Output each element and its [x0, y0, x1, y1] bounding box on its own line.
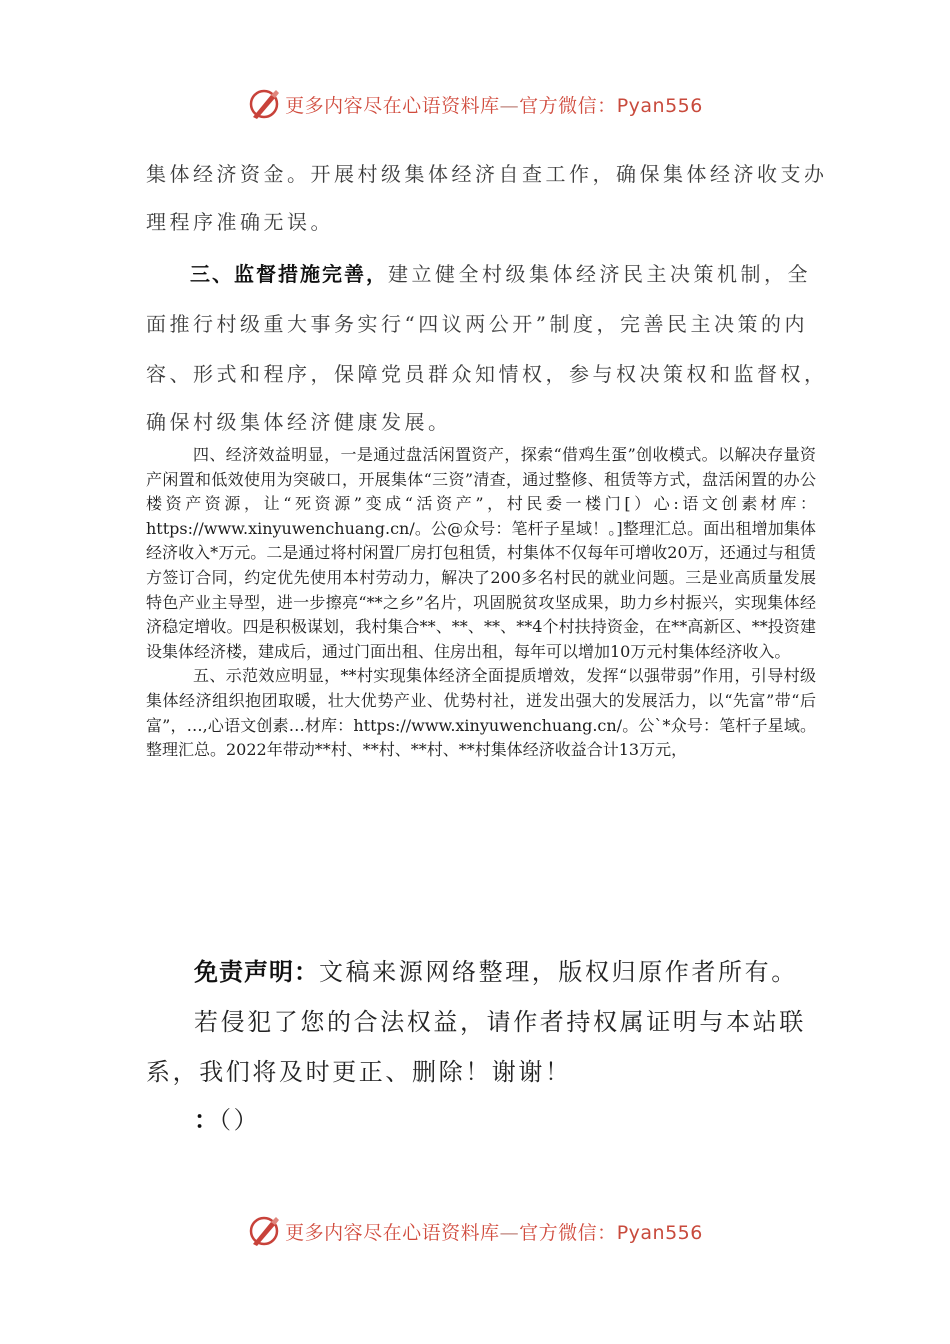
- banner-slogan: 更多内容尽在心语资料库: [285, 94, 500, 117]
- section-three-line-3: 容、形式和程序，保障党员群众知情权，参与权决策权和监督权，: [146, 362, 828, 386]
- section-three-heading: 三、监督措施完善，: [190, 262, 388, 286]
- section-three-line-1: [190, 258, 810, 287]
- section-three-line-1-text: 建立健全村级集体经济民主决策机制，全: [388, 262, 811, 286]
- section-two-line-1: 集体经济资金。开展村级集体经济自查工作，确保集体经济收支办: [146, 162, 828, 186]
- section-four-paragraph: 四、经济效益明显，一是通过盘活闲置资产，探索“借鸡生蛋”创收模式。以解决存量资产闲置和低效使用为突破口，开展集体“三资”清查，通过整修、租赁等方式，盘活闲置的办公楼资产资源，让“死资源”变成“活资产”，村民委一楼门[）心:语文创素材库：https://www.xinyuwenchuang.cn/。公@众号：笔杆子星域！。]整理汇总。面出租增加集体经济收入*万元。二是通过将村闲置厂房打包租赁，村集体不仅每年可增收20万，还通过与租赁方签订合同，约定优先使用本村劳动力，解决了200多名村民的就业问题。三是业高质量发展特色产业主导型，进一步擦亮“**之乡”名片，巩固脱贫攻坚成果，助力乡村振兴，实现集体经济稳定增收。四是积极谋划，我村集合**、**、**、**4个村扶持资金，在**高新区、**投资建设集体经济楼，建成后，通过门面出租、住房出租，每年可以增加10万元村集体经济收入。: [146, 445, 816, 661]
- pen-logo-icon: [247, 1214, 281, 1248]
- section-three-line-4: 确保村级集体经济健康发展。: [146, 410, 452, 434]
- header-banner-text: [285, 91, 703, 118]
- disclaimer-line-1: [194, 952, 864, 987]
- disclaimer-text-1: 文稿来源网络整理，版权归原作者所有。: [319, 958, 798, 986]
- small-body: [146, 443, 816, 763]
- banner-wechat-label: 官方微信：: [519, 94, 617, 117]
- footer-banner-text: [285, 1218, 703, 1245]
- banner-wechat-id: Pyan556: [616, 94, 703, 117]
- disclaimer-line-2: 若侵犯了您的合法权益，请作者持权属证明与本站联: [194, 1008, 806, 1036]
- disclaimer-line-3: 系，我们将及时更正、删除！谢谢！: [146, 1058, 572, 1086]
- disclaimer-colon: ：: [194, 1106, 219, 1134]
- section-five-paragraph: 五、示范效应明显，**村实现集体经济全面提质增效，发挥“以强带弱”作用，引导村级集体经济组织抱团取暖，壮大优势产业、优势村社，迸发出强大的发展活力，以“先富”带“后富”，…,心语文创素…材库：https://www.xinyuwenchuang.cn/。公`*众号：笔杆子星域。整理汇总。2022年带动**村、**村、**村、**村集体经济收益合计13万元，: [146, 666, 816, 760]
- banner-separator: —: [499, 94, 520, 117]
- section-three-line-2: 面推行村级重大事务实行“四议两公开”制度，完善民主决策的内: [146, 312, 808, 336]
- disclaimer-paren: （）: [219, 1106, 261, 1134]
- banner-wechat-id: Pyan556: [616, 1221, 703, 1244]
- banner-separator: —: [499, 1221, 520, 1244]
- banner-slogan: 更多内容尽在心语资料库: [285, 1221, 500, 1244]
- footer-banner: [0, 1211, 950, 1251]
- disclaimer-line-4: [194, 1100, 864, 1135]
- disclaimer-label: 免责声明：: [194, 958, 319, 986]
- banner-wechat-label: 官方微信：: [519, 1221, 617, 1244]
- pen-logo-icon: [247, 87, 281, 121]
- section-two-line-2: 理程序准确无误。: [146, 210, 334, 234]
- header-banner: [0, 84, 950, 124]
